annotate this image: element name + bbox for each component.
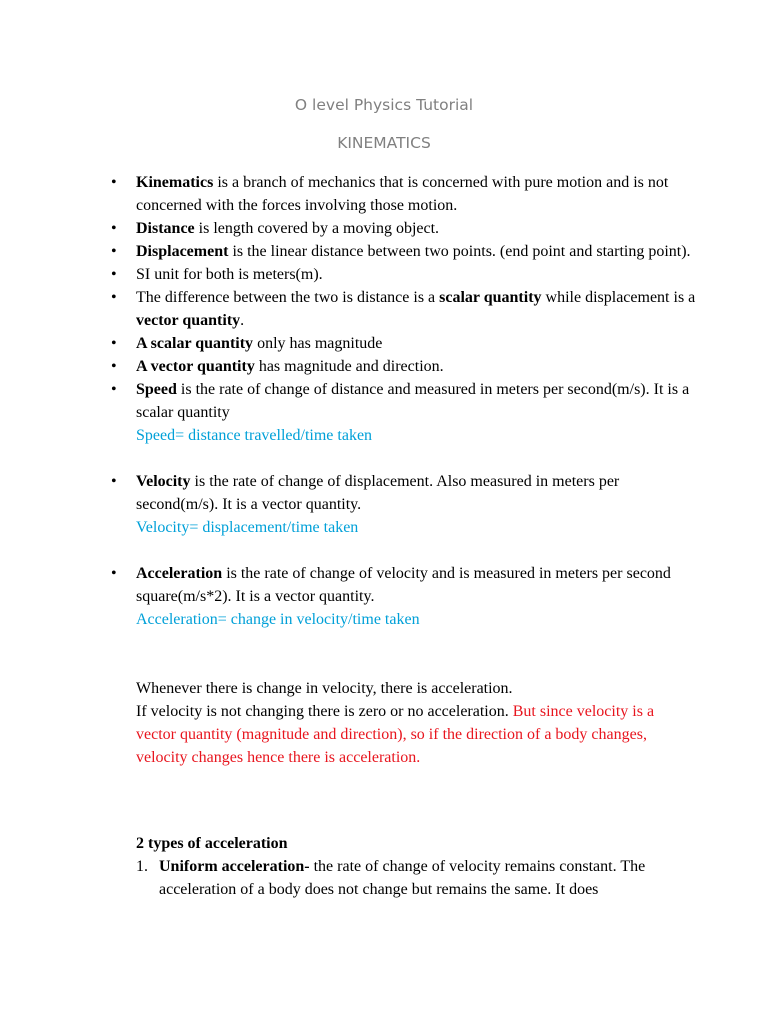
list-item (0, 355, 696, 378)
list-item (0, 217, 696, 240)
formula: Velocity= displacement/time taken (136, 519, 359, 536)
definition: is length covered by a moving object. (194, 220, 440, 237)
document-subtitle: KINEMATICS (337, 134, 431, 152)
section-heading: 2 types of acceleration (136, 835, 288, 852)
definition: while displacement is a (541, 289, 696, 306)
definition: the rate of change of velocity remains constant. The acceleration of a body does not change but remains the same. It does (159, 858, 646, 898)
list-item (0, 171, 696, 217)
list-item (136, 855, 696, 901)
list-item (0, 470, 696, 562)
document-title: O level Physics Tutorial (294, 96, 474, 114)
term: scalar quantity (439, 289, 542, 306)
definition: is the rate of change of displacement. Also measured in meters per second(m/s). It is a vector quantity. (136, 473, 620, 513)
definition: SI unit for both is meters(m). (136, 266, 323, 283)
definition: is the rate of change of distance and measured in meters per second(m/s). It is a scalar quantity (136, 381, 690, 421)
formula: Speed= distance travelled/time taken (136, 427, 373, 444)
term: Uniform acceleration- (159, 858, 310, 875)
item-number: 1. (136, 858, 148, 875)
term: Velocity (136, 473, 191, 490)
definition: The difference between the two is distance is a (136, 289, 440, 306)
list-item (0, 332, 696, 355)
term: A scalar quantity (136, 335, 254, 352)
definition-list (0, 171, 768, 631)
list-item (0, 378, 696, 470)
list-item (0, 286, 696, 332)
definition: is the linear distance between two points. (end point and starting point). (228, 243, 691, 260)
paragraph (136, 677, 696, 769)
list-item (0, 263, 696, 286)
list-item (0, 240, 696, 263)
term: Acceleration (136, 565, 223, 582)
highlight-text: But since velocity is a vector quantity (magnitude and direction), so if the direction of a body changes, velocity changes hence there is acceleration. (136, 703, 655, 766)
term: Kinematics (136, 174, 214, 191)
term: A vector quantity (136, 358, 255, 375)
paragraph-text: If velocity is not changing there is zero or no acceleration. (136, 703, 513, 720)
term: vector quantity (136, 312, 241, 329)
acceleration-types (136, 832, 696, 901)
list-item (0, 562, 696, 631)
definition: . (240, 312, 245, 329)
term: Distance (136, 220, 195, 237)
definition: is a branch of mechanics that is concerned with pure motion and is not concerned with the forces involving those motion. (136, 174, 669, 214)
definition: has magnitude and direction. (254, 358, 444, 375)
definition: is the rate of change of velocity and is measured in meters per second square(m/s*2). It is a vector quantity. (136, 565, 671, 605)
term: Speed (136, 381, 177, 398)
paragraph-text: Whenever there is change in velocity, there is acceleration. (136, 680, 513, 697)
term: Displacement (136, 243, 229, 260)
formula: Acceleration= change in velocity/time taken (136, 611, 420, 628)
definition: only has magnitude (253, 335, 383, 352)
